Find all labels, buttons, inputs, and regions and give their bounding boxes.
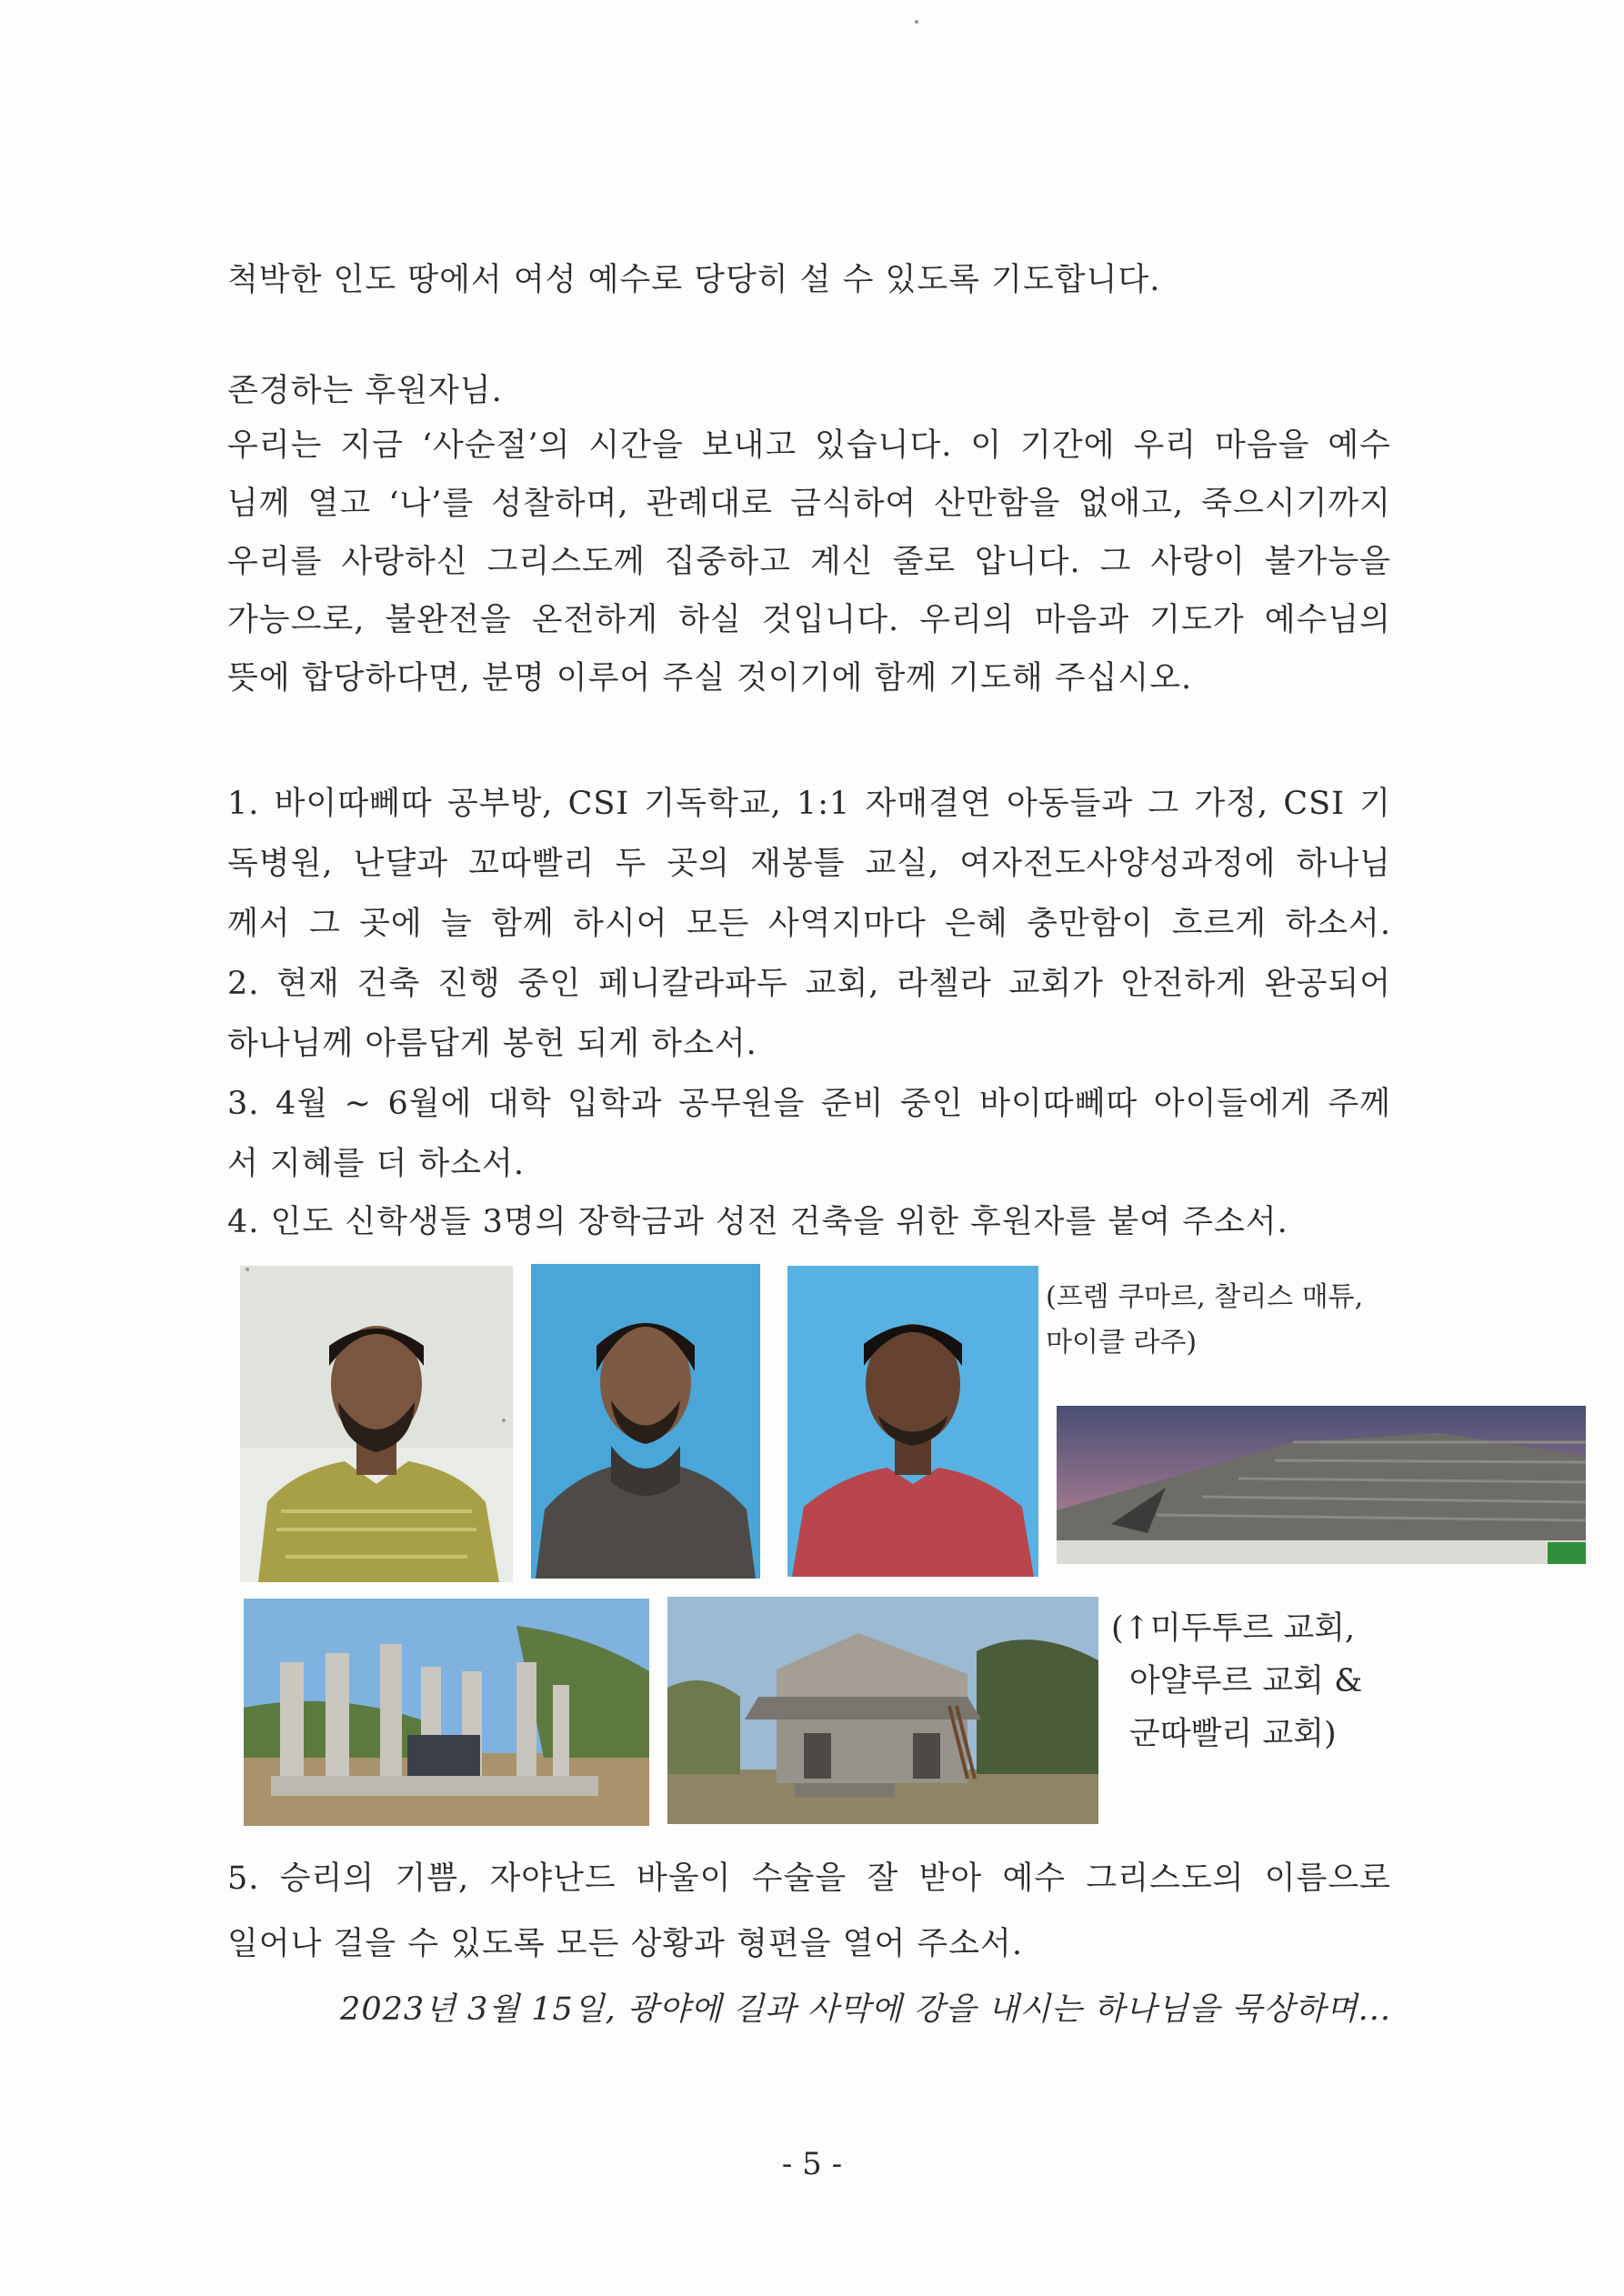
closing-line: 2023년 3월 15일, 광야에 길과 사막에 강을 내시는 하나님을 묵상하며... (340, 1991, 1391, 2028)
prayer-line: 독병원, 난댤과 꼬따빨리 두 곳의 재봉틀 교실, 여자전도사양성과정에 하나님 (227, 846, 1391, 882)
prayer-line: 2. 현재 건축 진행 중인 페니칼라파두 교회, 라첼라 교회가 안전하게 완공되어 (227, 966, 1391, 1002)
churches-caption-line: 군따빨리 교회) (1129, 1716, 1337, 1752)
church-roof-photo (1057, 1406, 1586, 1564)
prayer-line: 서 지혜를 더 하소서. (227, 1146, 525, 1182)
church-building-photo (667, 1597, 1098, 1824)
prayer-line: 하나님께 아름답게 봉헌 되게 하소서. (227, 1026, 757, 1062)
body-line: 우리를 사랑하신 그리스도께 집중하고 계신 줄로 압니다. 그 사랑이 불가능을 (227, 544, 1391, 580)
student-photo-2 (531, 1264, 760, 1579)
prayer-line: 1. 바이따뻬따 공부방, CSI 기독학교, 1:1 자매결연 아동들과 그 가정, CSI 기 (227, 786, 1391, 822)
prayer-line: 3. 4월 ~ 6월에 대학 입학과 공무원을 준비 중인 바이따뻬따 아이들에게 주께 (227, 1086, 1391, 1122)
prayer-line: 4. 인도 신학생들 3명의 장학금과 성전 건축을 위한 후원자를 붙여 주소서. (227, 1204, 1288, 1240)
student-photo-3 (787, 1266, 1038, 1577)
scan-speck (915, 20, 918, 24)
body-line: 님께 열고 ‘나’를 성찰하며, 관례대로 금식하여 산만함을 없애고, 죽으시기까지 (227, 486, 1391, 522)
students-caption-line: (프렘 쿠마르, 찰리스 매튜, (1046, 1281, 1364, 1313)
greeting-line: 존경하는 후원자님. (227, 373, 503, 409)
churches-caption-line: (↑미두투르 교회, (1111, 1610, 1356, 1647)
church-pillars-photo (244, 1599, 649, 1826)
students-caption-line: 마이클 라주) (1046, 1327, 1198, 1359)
scan-speck (246, 1268, 249, 1271)
prayer-5-line: 5. 승리의 기쁨, 자야난드 바울이 수술을 잘 받아 예수 그리스도의 이름으로 (227, 1860, 1391, 1897)
body-line: 가능으로, 불완전을 온전하게 하실 것입니다. 우리의 마음과 기도가 예수님의 (227, 602, 1391, 638)
student-photo-1 (240, 1266, 513, 1582)
churches-caption-line: 아얄루르 교회 & (1129, 1663, 1363, 1699)
body-line: 뜻에 합당하다면, 분명 이루어 주실 것이기에 함께 기도해 주십시오. (227, 660, 1193, 697)
body-line: 우리는 지금 ‘사순절’의 시간을 보내고 있습니다. 이 기간에 우리 마음을 예수 (227, 427, 1391, 464)
intro-line: 척박한 인도 땅에서 여성 예수로 당당히 설 수 있도록 기도합니다. (227, 262, 1161, 298)
prayer-5-line: 일어나 걸을 수 있도록 모든 상황과 형편을 열어 주소서. (227, 1926, 1023, 1962)
page-number: - 5 - (781, 2146, 843, 2182)
prayer-line: 께서 그 곳에 늘 함께 하시어 모든 사역지마다 은혜 충만함이 흐르게 하소서. (227, 906, 1391, 942)
scan-speck (502, 1419, 506, 1422)
